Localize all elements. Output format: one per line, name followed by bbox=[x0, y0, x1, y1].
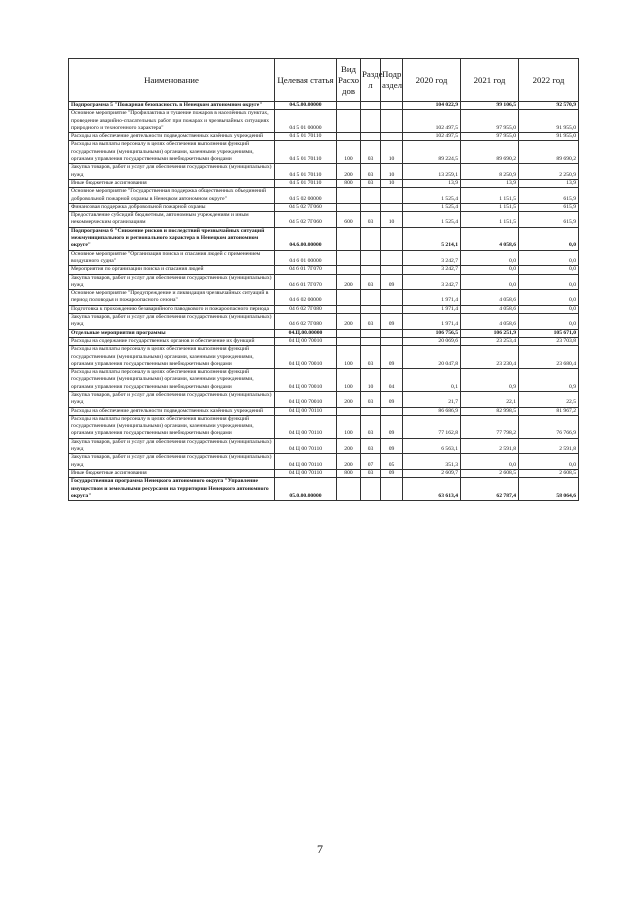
row-target-article: 04 Ц 00 70010 bbox=[275, 337, 337, 345]
row-target-article: 04 6 01 00000 bbox=[275, 250, 337, 266]
row-target-article: 04.5.00.00000 bbox=[275, 102, 337, 110]
row-subsection bbox=[381, 110, 403, 133]
row-section: 07 bbox=[361, 454, 381, 470]
row-expense-type: 800 bbox=[337, 469, 361, 477]
table-row bbox=[69, 407, 579, 415]
row-amount-2022: 0,0 bbox=[519, 314, 579, 330]
table-row bbox=[69, 454, 579, 470]
table-row bbox=[69, 110, 579, 133]
row-section bbox=[361, 203, 381, 211]
row-name: Финансовая поддержка добровольной пожарной охраны bbox=[69, 203, 275, 211]
row-target-article: 04.6.00.00000 bbox=[275, 227, 337, 250]
row-amount-2022: 0,0 bbox=[519, 290, 579, 306]
row-amount-2021: 22,1 bbox=[461, 391, 519, 407]
row-amount-2021: 1 151,5 bbox=[461, 203, 519, 211]
row-amount-2021: 62 787,4 bbox=[461, 478, 519, 501]
row-subsection: 05 bbox=[381, 454, 403, 470]
table-row bbox=[69, 337, 579, 345]
row-subsection: 09 bbox=[381, 438, 403, 454]
table-row bbox=[69, 438, 579, 454]
row-subsection bbox=[381, 102, 403, 110]
row-amount-2020: 1 971,4 bbox=[403, 314, 461, 330]
row-amount-2022: 615,9 bbox=[519, 212, 579, 228]
row-target-article: 04 6 01 7Г070 bbox=[275, 266, 337, 274]
header-target-article: Целевая статья bbox=[275, 59, 337, 102]
row-amount-2020: 20 047,8 bbox=[403, 346, 461, 369]
row-expense-type: 200 bbox=[337, 438, 361, 454]
row-target-article: 04 5 02 7Г060 bbox=[275, 212, 337, 228]
row-section bbox=[361, 329, 381, 337]
row-expense-type bbox=[337, 305, 361, 313]
row-target-article: 04 5 01 70110 bbox=[275, 164, 337, 180]
table-row bbox=[69, 133, 579, 141]
row-amount-2020: 102 497,5 bbox=[403, 110, 461, 133]
table-row bbox=[69, 102, 579, 110]
row-name: Основное мероприятие "Предупреждение и ликвидация чрезвычайных ситуаций в период половодья и пожароопасного сезона" bbox=[69, 290, 275, 306]
table-row bbox=[69, 274, 579, 290]
row-expense-type bbox=[337, 266, 361, 274]
row-amount-2021: 99 106,5 bbox=[461, 102, 519, 110]
row-expense-type: 100 bbox=[337, 415, 361, 438]
row-amount-2021: 4 058,6 bbox=[461, 314, 519, 330]
row-amount-2020: 86 686,9 bbox=[403, 407, 461, 415]
row-expense-type: 200 bbox=[337, 164, 361, 180]
row-amount-2020: 6 563,1 bbox=[403, 438, 461, 454]
row-subsection: 10 bbox=[381, 179, 403, 187]
row-section bbox=[361, 290, 381, 306]
row-amount-2022: 2 608,5 bbox=[519, 469, 579, 477]
page-number: 7 bbox=[317, 842, 323, 856]
row-target-article: 04 5 02 7Г060 bbox=[275, 203, 337, 211]
row-amount-2021: 0,9 bbox=[461, 369, 519, 392]
table-row bbox=[69, 227, 579, 250]
row-expense-type bbox=[337, 290, 361, 306]
row-amount-2020: 13 259,1 bbox=[403, 164, 461, 180]
row-expense-type: 800 bbox=[337, 179, 361, 187]
table-row bbox=[69, 346, 579, 369]
row-amount-2022: 23 680,4 bbox=[519, 346, 579, 369]
row-subsection bbox=[381, 133, 403, 141]
row-subsection bbox=[381, 407, 403, 415]
row-expense-type bbox=[337, 188, 361, 204]
row-expense-type: 100 bbox=[337, 369, 361, 392]
row-amount-2021: 97 955,0 bbox=[461, 133, 519, 141]
row-target-article: 04 Ц 00 70010 bbox=[275, 391, 337, 407]
row-expense-type: 200 bbox=[337, 314, 361, 330]
row-amount-2020: 1 525,4 bbox=[403, 203, 461, 211]
row-amount-2021: 8 250,9 bbox=[461, 164, 519, 180]
row-target-article: 05.0.00.00000 bbox=[275, 478, 337, 501]
row-amount-2020: 3 242,7 bbox=[403, 274, 461, 290]
row-subsection bbox=[381, 329, 403, 337]
row-subsection bbox=[381, 478, 403, 501]
row-amount-2022: 89 690,2 bbox=[519, 141, 579, 164]
row-expense-type: 100 bbox=[337, 141, 361, 164]
row-section: 03 bbox=[361, 141, 381, 164]
row-amount-2022: 105 671,0 bbox=[519, 329, 579, 337]
row-amount-2022: 615,9 bbox=[519, 203, 579, 211]
row-amount-2020: 0,1 bbox=[403, 369, 461, 392]
row-amount-2020: 1 971,4 bbox=[403, 305, 461, 313]
table-row bbox=[69, 188, 579, 204]
row-subsection: 10 bbox=[381, 141, 403, 164]
row-amount-2020: 106 756,5 bbox=[403, 329, 461, 337]
row-amount-2020: 1 525,4 bbox=[403, 188, 461, 204]
row-expense-type: 200 bbox=[337, 274, 361, 290]
row-target-article: 04 Ц 00 70110 bbox=[275, 438, 337, 454]
table-row bbox=[69, 141, 579, 164]
row-section: 03 bbox=[361, 179, 381, 187]
row-target-article: 04 6 02 00000 bbox=[275, 290, 337, 306]
row-name: Расходы на содержание государственных органов и обеспечение их функций bbox=[69, 337, 275, 345]
row-subsection: 09 bbox=[381, 469, 403, 477]
row-amount-2021: 2 591,8 bbox=[461, 438, 519, 454]
header-row bbox=[69, 59, 579, 102]
row-name: Подготовка к прохождению безаварийного паводкового и пожароопасного периода bbox=[69, 305, 275, 313]
row-expense-type bbox=[337, 110, 361, 133]
row-subsection bbox=[381, 290, 403, 306]
row-amount-2022: 0,0 bbox=[519, 274, 579, 290]
row-subsection: 04 bbox=[381, 369, 403, 392]
row-amount-2022: 0,0 bbox=[519, 305, 579, 313]
table-row bbox=[69, 305, 579, 313]
row-name: Расходы на выплаты персоналу в целях обеспечения выполнения функций государственными (муниципальными) органами, казенными учреждениями, органами управления государственными внебюджетными фондами bbox=[69, 141, 275, 164]
row-amount-2020: 20 069,6 bbox=[403, 337, 461, 345]
table-row bbox=[69, 415, 579, 438]
row-section: 03 bbox=[361, 391, 381, 407]
row-name: Закупка товаров, работ и услуг для обеспечения государственных (муниципальных) нужд bbox=[69, 454, 275, 470]
row-amount-2022: 0,0 bbox=[519, 266, 579, 274]
row-amount-2020: 102 497,5 bbox=[403, 133, 461, 141]
row-amount-2021: 23 230,4 bbox=[461, 346, 519, 369]
row-subsection bbox=[381, 266, 403, 274]
row-name: Основное мероприятие "Государственная поддержка общественных объединений добровольной пожарной охраны в Ненецком автономном округе" bbox=[69, 188, 275, 204]
row-target-article: 04 5 02 00000 bbox=[275, 188, 337, 204]
row-subsection bbox=[381, 337, 403, 345]
row-amount-2020: 1 525,4 bbox=[403, 212, 461, 228]
row-section bbox=[361, 227, 381, 250]
row-target-article: 04 Ц 00 70110 bbox=[275, 454, 337, 470]
row-amount-2021: 4 058,6 bbox=[461, 305, 519, 313]
row-amount-2021: 4 058,6 bbox=[461, 290, 519, 306]
row-target-article: 04 Ц 00 70110 bbox=[275, 469, 337, 477]
row-subsection: 09 bbox=[381, 314, 403, 330]
row-section: 03 bbox=[361, 274, 381, 290]
row-section bbox=[361, 188, 381, 204]
row-target-article: 04 5 01 70110 bbox=[275, 141, 337, 164]
row-amount-2021: 0,0 bbox=[461, 250, 519, 266]
row-name: Иные бюджетные ассигнования bbox=[69, 179, 275, 187]
table-row bbox=[69, 369, 579, 392]
row-expense-type bbox=[337, 133, 361, 141]
row-section: 03 bbox=[361, 314, 381, 330]
row-amount-2022: 91 955,0 bbox=[519, 133, 579, 141]
row-target-article: 04 Ц 00 70110 bbox=[275, 407, 337, 415]
header-name: Наименование bbox=[69, 59, 275, 102]
row-amount-2022: 0,9 bbox=[519, 369, 579, 392]
row-section: 10 bbox=[361, 369, 381, 392]
row-amount-2020: 77 162,8 bbox=[403, 415, 461, 438]
row-amount-2021: 23 253,4 bbox=[461, 337, 519, 345]
row-amount-2020: 5 214,1 bbox=[403, 227, 461, 250]
row-section bbox=[361, 133, 381, 141]
row-amount-2022: 2 591,8 bbox=[519, 438, 579, 454]
table-body bbox=[69, 102, 579, 501]
table-row bbox=[69, 179, 579, 187]
row-expense-type bbox=[337, 329, 361, 337]
row-name: Закупка товаров, работ и услуг для обеспечения государственных (муниципальных) нужд bbox=[69, 391, 275, 407]
row-subsection: 09 bbox=[381, 415, 403, 438]
row-amount-2020: 21,7 bbox=[403, 391, 461, 407]
row-target-article: 04 5 01 70110 bbox=[275, 179, 337, 187]
row-name: Подпрограмма 6 "Снижение рисков и последствий чрезвычайных ситуаций межмуниципального и регионального характера в Ненецком автономном округе" bbox=[69, 227, 275, 250]
row-name: Расходы на обеспечение деятельности подведомственных казённых учреждений bbox=[69, 133, 275, 141]
row-amount-2022: 76 766,9 bbox=[519, 415, 579, 438]
table-row bbox=[69, 314, 579, 330]
row-section bbox=[361, 478, 381, 501]
table-row bbox=[69, 212, 579, 228]
row-section bbox=[361, 266, 381, 274]
row-section: 03 bbox=[361, 469, 381, 477]
row-expense-type bbox=[337, 250, 361, 266]
row-section bbox=[361, 305, 381, 313]
row-subsection bbox=[381, 188, 403, 204]
row-section: 03 bbox=[361, 346, 381, 369]
row-expense-type: 100 bbox=[337, 346, 361, 369]
row-amount-2021: 77 798,2 bbox=[461, 415, 519, 438]
row-target-article: 04.Ц.00.00000 bbox=[275, 329, 337, 337]
table-row bbox=[69, 478, 579, 501]
row-target-article: 04 6 01 7Г070 bbox=[275, 274, 337, 290]
row-target-article: 04 Ц 00 70010 bbox=[275, 346, 337, 369]
row-name: Закупка товаров, работ и услуг для обеспечения государственных (муниципальных) нужд bbox=[69, 438, 275, 454]
row-name: Отдельные мероприятия программы bbox=[69, 329, 275, 337]
row-amount-2022: 615,9 bbox=[519, 188, 579, 204]
row-section: 03 bbox=[361, 438, 381, 454]
row-section: 03 bbox=[361, 212, 381, 228]
header-expense-type: Вид Расхо дов bbox=[337, 59, 361, 102]
row-name: Иные бюджетные ассигнования bbox=[69, 469, 275, 477]
row-amount-2021: 0,0 bbox=[461, 274, 519, 290]
row-target-article: 04 6 02 7Г080 bbox=[275, 305, 337, 313]
row-amount-2022: 91 955,0 bbox=[519, 110, 579, 133]
row-amount-2021: 13,9 bbox=[461, 179, 519, 187]
row-amount-2021: 0,0 bbox=[461, 454, 519, 470]
row-amount-2021: 97 955,0 bbox=[461, 110, 519, 133]
table-row bbox=[69, 391, 579, 407]
row-subsection: 09 bbox=[381, 274, 403, 290]
row-expense-type bbox=[337, 337, 361, 345]
row-amount-2022: 81 967,2 bbox=[519, 407, 579, 415]
row-expense-type bbox=[337, 478, 361, 501]
row-name: Основное мероприятие "Профилактика и тушение пожаров в населённых пунктах, проведение аварийно-спасательных работ при пожарах и чрезвычайных ситуациях природного и техногенного характера" bbox=[69, 110, 275, 133]
row-subsection bbox=[381, 250, 403, 266]
row-amount-2022: 0,0 bbox=[519, 454, 579, 470]
row-expense-type bbox=[337, 407, 361, 415]
table-row bbox=[69, 329, 579, 337]
row-amount-2020: 3 242,7 bbox=[403, 266, 461, 274]
row-amount-2021: 106 251,9 bbox=[461, 329, 519, 337]
row-amount-2021: 2 608,5 bbox=[461, 469, 519, 477]
header-year-2022: 2022 год bbox=[519, 59, 579, 102]
row-name: Государственная программа Ненецкого автономного округа "Управление имуществом и земельными ресурсами на территории Ненецкого автономного округа" bbox=[69, 478, 275, 501]
row-name: Основное мероприятие "Организация поиска и спасания людей с применением воздушного судна" bbox=[69, 250, 275, 266]
row-expense-type bbox=[337, 227, 361, 250]
row-amount-2021: 89 690,2 bbox=[461, 141, 519, 164]
row-amount-2021: 82 998,5 bbox=[461, 407, 519, 415]
row-name: Расходы на выплаты персоналу в целях обеспечения выполнения функций государственными (муниципальными) органами, казенными учреждениями, органами управления государственными внебюджетными фондами bbox=[69, 346, 275, 369]
row-section bbox=[361, 102, 381, 110]
header-year-2020: 2020 год bbox=[403, 59, 461, 102]
row-name: Закупка товаров, работ и услуг для обеспечения государственных (муниципальных) нужд bbox=[69, 274, 275, 290]
row-target-article: 04 5 01 70110 bbox=[275, 133, 337, 141]
row-name: Подпрограмма 5 "Пожарная безопасность в Ненецком автономном округе" bbox=[69, 102, 275, 110]
row-amount-2021: 4 058,6 bbox=[461, 227, 519, 250]
row-amount-2022: 13,9 bbox=[519, 179, 579, 187]
row-name: Закупка товаров, работ и услуг для обеспечения государственных (муниципальных) нужд bbox=[69, 314, 275, 330]
header-subsection: Подр аздел bbox=[381, 59, 403, 102]
row-subsection: 09 bbox=[381, 346, 403, 369]
table-row bbox=[69, 469, 579, 477]
row-amount-2022: 58 064,6 bbox=[519, 478, 579, 501]
row-subsection: 10 bbox=[381, 164, 403, 180]
row-name: Расходы на выплаты персоналу в целях обеспечения выполнения функций государственными (муниципальными) органами, казенными учреждениями, органами управления государственными внебюджетными фондами bbox=[69, 369, 275, 392]
row-name: Закупка товаров, работ и услуг для обеспечения государственных (муниципальных) нужд bbox=[69, 164, 275, 180]
row-amount-2021: 1 151,5 bbox=[461, 212, 519, 228]
row-subsection bbox=[381, 203, 403, 211]
row-name: Предоставление субсидий бюджетным, автономным учреждениям и иным некоммерческим организациям bbox=[69, 212, 275, 228]
row-target-article: 04 6 02 7Г080 bbox=[275, 314, 337, 330]
table-row bbox=[69, 250, 579, 266]
row-amount-2020: 13,9 bbox=[403, 179, 461, 187]
row-amount-2021: 0,0 bbox=[461, 266, 519, 274]
row-amount-2020: 2 609,7 bbox=[403, 469, 461, 477]
row-name: Мероприятия по организации поиска и спасания людей bbox=[69, 266, 275, 274]
row-subsection: 09 bbox=[381, 391, 403, 407]
row-subsection: 10 bbox=[381, 212, 403, 228]
row-section bbox=[361, 110, 381, 133]
row-amount-2022: 23 703,8 bbox=[519, 337, 579, 345]
table-row bbox=[69, 266, 579, 274]
row-amount-2020: 89 224,5 bbox=[403, 141, 461, 164]
row-name: Расходы на обеспечение деятельности подведомственных казённых учреждений bbox=[69, 407, 275, 415]
row-amount-2020: 104 022,9 bbox=[403, 102, 461, 110]
row-expense-type: 600 bbox=[337, 212, 361, 228]
header-year-2021: 2021 год bbox=[461, 59, 519, 102]
row-target-article: 04 5 01 00000 bbox=[275, 110, 337, 133]
row-target-article: 04 Ц 00 70010 bbox=[275, 369, 337, 392]
row-expense-type bbox=[337, 203, 361, 211]
row-subsection bbox=[381, 305, 403, 313]
row-section: 03 bbox=[361, 415, 381, 438]
row-amount-2022: 2 250,9 bbox=[519, 164, 579, 180]
row-amount-2022: 0,0 bbox=[519, 227, 579, 250]
row-target-article: 04 Ц 00 70110 bbox=[275, 415, 337, 438]
row-amount-2022: 0,0 bbox=[519, 250, 579, 266]
row-amount-2021: 1 151,5 bbox=[461, 188, 519, 204]
row-expense-type: 200 bbox=[337, 454, 361, 470]
header-section: Разде л bbox=[361, 59, 381, 102]
row-amount-2020: 3 242,7 bbox=[403, 250, 461, 266]
row-section bbox=[361, 407, 381, 415]
row-section: 03 bbox=[361, 164, 381, 180]
table-row bbox=[69, 290, 579, 306]
row-expense-type: 200 bbox=[337, 391, 361, 407]
row-name: Расходы на выплаты персоналу в целях обеспечения выполнения функций государственными (муниципальными) органами, казенными учреждениями, органами управления государственными внебюджетными фондами bbox=[69, 415, 275, 438]
row-section bbox=[361, 337, 381, 345]
row-amount-2022: 92 570,9 bbox=[519, 102, 579, 110]
row-amount-2020: 1 971,4 bbox=[403, 290, 461, 306]
table-row bbox=[69, 203, 579, 211]
row-amount-2022: 22,5 bbox=[519, 391, 579, 407]
budget-table bbox=[68, 58, 579, 501]
row-section bbox=[361, 250, 381, 266]
row-subsection bbox=[381, 227, 403, 250]
table-row bbox=[69, 164, 579, 180]
row-expense-type bbox=[337, 102, 361, 110]
row-amount-2020: 351,3 bbox=[403, 454, 461, 470]
row-amount-2020: 63 613,4 bbox=[403, 478, 461, 501]
